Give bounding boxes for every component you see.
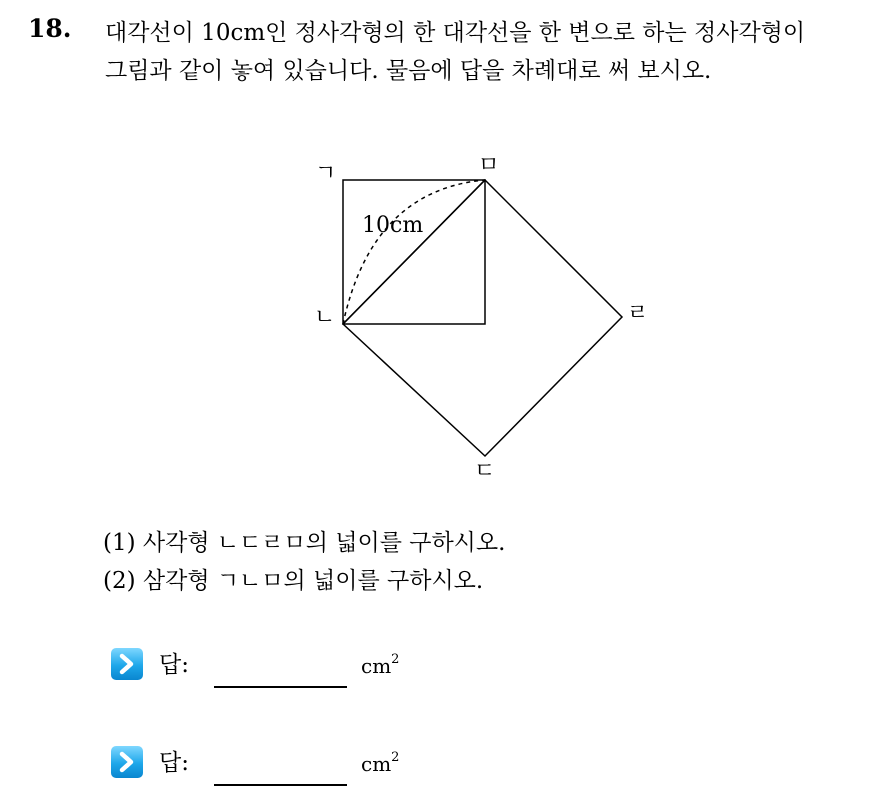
answer-blank[interactable] xyxy=(214,784,347,786)
chevron-right-icon xyxy=(111,746,143,778)
label-nieun: ㄴ xyxy=(314,305,336,330)
diagonal-length-label: 10cm xyxy=(362,213,424,238)
subquestion-1: (1) 사각형 ㄴㄷㄹㅁ의 넓이를 구하시오. xyxy=(103,530,506,556)
label-rieul: ㄹ xyxy=(627,301,649,326)
question-number: 18. xyxy=(28,14,72,43)
subquestion-2: (2) 삼각형 ㄱㄴㅁ의 넓이를 구하시오. xyxy=(103,568,484,594)
answer-label: 답: xyxy=(159,652,189,678)
answer-unit: $cm^2$ xyxy=(361,750,400,776)
answer-blank[interactable] xyxy=(214,686,347,688)
answer-label: 답: xyxy=(159,750,189,776)
chevron-right-icon xyxy=(111,648,143,680)
label-giyeok: ㄱ xyxy=(315,161,337,186)
label-digeut: ㄷ xyxy=(474,459,496,484)
question-text-line-1: 대각선이 10cm인 정사각형의 한 대각선을 한 변으로 하는 정사각형이 xyxy=(105,20,806,46)
question-text-line-2: 그림과 같이 놓여 있습니다. 물음에 답을 차례대로 써 보시오. xyxy=(105,58,712,84)
label-mieum: ㅁ xyxy=(478,153,500,178)
answer-unit: $cm^2$ xyxy=(361,652,400,678)
